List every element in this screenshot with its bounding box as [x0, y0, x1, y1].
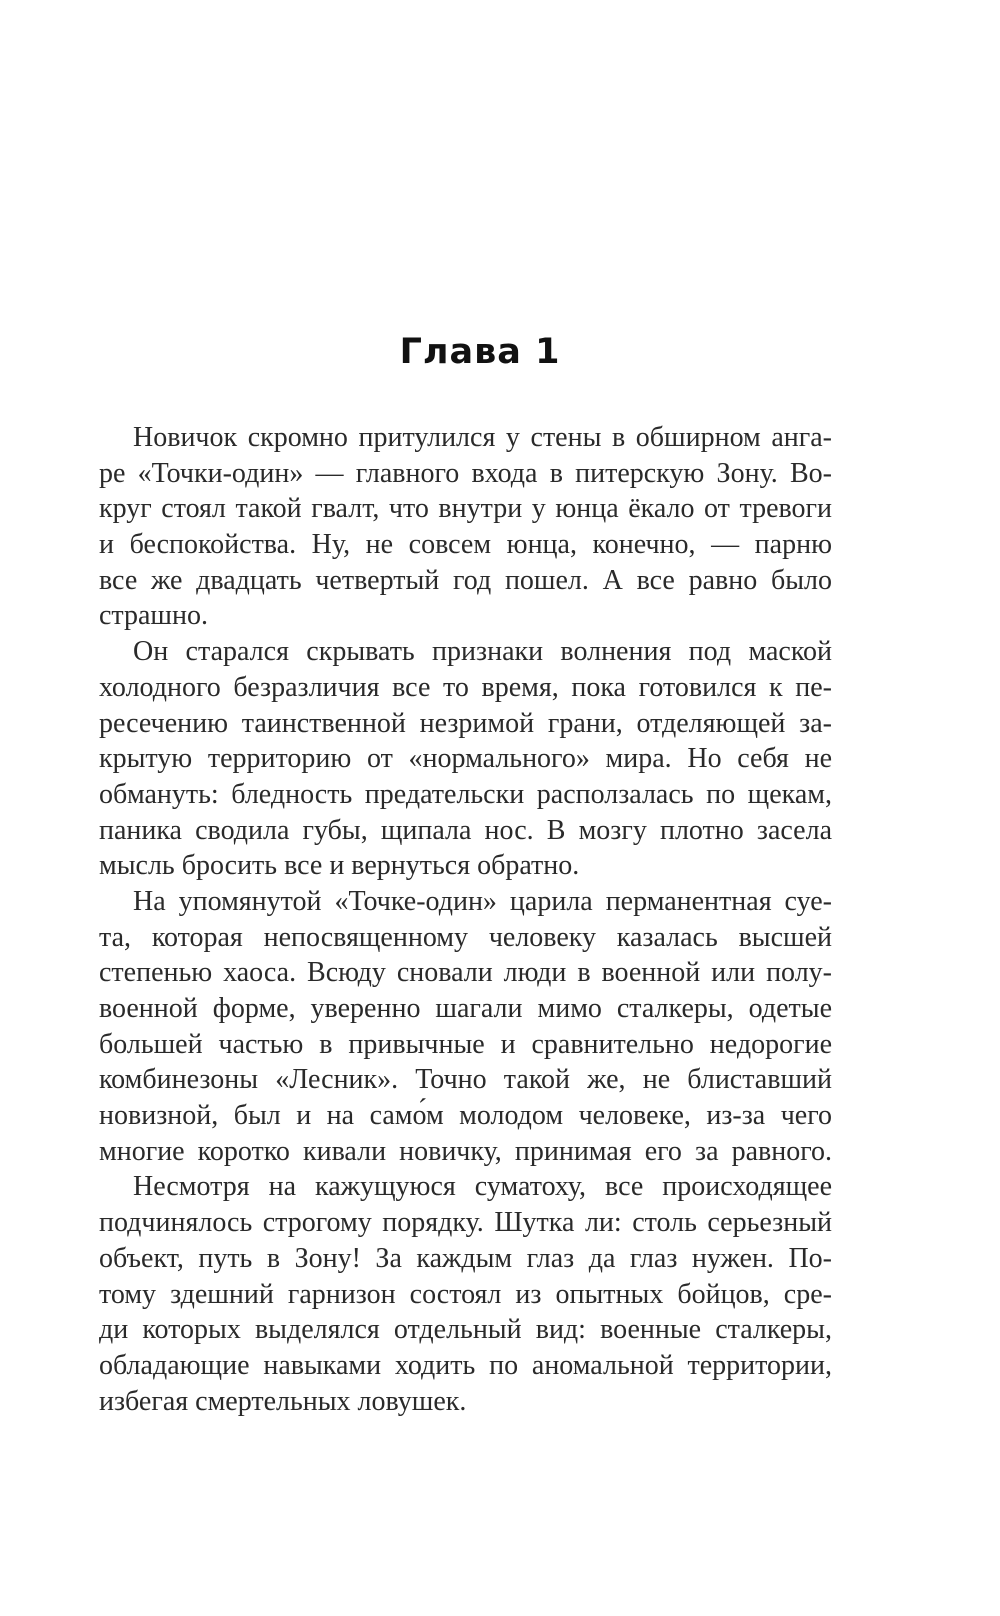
- text-line: ре «Точки-один» — главного входа в питерскую Зону. Во-: [99, 457, 832, 489]
- text-line: та, которая непосвященному человеку казалась высшей: [99, 921, 832, 953]
- paragraph-2: [99, 634, 832, 884]
- text-line: и беспокойства. Ну, не совсем юнца, конечно, — парню: [99, 529, 832, 561]
- text-line: подчинялось строгому порядку. Шутка ли: столь серьезный: [99, 1207, 832, 1239]
- text-line: Он старался скрывать признаки волнения под маской: [133, 636, 832, 668]
- text-line: ресечению таинственной незримой грани, отделяющей за-: [99, 707, 832, 739]
- text-line: На упомянутой «Точке-один» царила перманентная суе-: [133, 885, 832, 917]
- text-line: Несмотря на кажущуюся суматоху, все происходящее: [133, 1171, 832, 1203]
- text-line: тому здешний гарнизон состоял из опытных бойцов, сре-: [99, 1278, 832, 1310]
- text-line: объект, путь в Зону! За каждым глаз да глаз нужен. По-: [99, 1242, 832, 1274]
- chapter-body: [99, 420, 832, 1419]
- paragraph-1: [99, 420, 832, 634]
- text-line: ди которых выделялся отдельный вид: военные сталкеры,: [99, 1314, 832, 1346]
- text-line: военной форме, уверенно шагали мимо сталкеры, одетые: [99, 993, 832, 1024]
- text-line: все же двадцать четвертый год пошел. А все равно было: [99, 564, 832, 596]
- chapter-title: Глава 1: [399, 332, 561, 372]
- text-line: паника сводила губы, щипала нос. В мозгу плотно засела: [99, 814, 832, 846]
- text-line: многие коротко кивали новичку, принимая его за равного.: [99, 1135, 832, 1167]
- text-line: обладающие навыками ходить по аномальной территории,: [99, 1349, 832, 1381]
- text-line: обмануть: бледность предательски расползалась по щекам,: [99, 778, 832, 810]
- text-line: холодного безразличия все то время, пока готовился к пе-: [99, 671, 832, 703]
- paragraph-4: [99, 1169, 832, 1419]
- text-line: крытую территорию от «нормального» мира. Но себя не: [99, 743, 832, 775]
- text-line: Новичок скромно притулился у стены в обширном анга-: [133, 422, 832, 453]
- text-line: комбинезоны «Лесник». Точно такой же, не блиставший: [99, 1064, 832, 1096]
- text-line: страшно.: [99, 600, 208, 632]
- text-line: большей частью в привычные и сравнительно недорогие: [99, 1028, 832, 1060]
- text-line: избегая смертельных ловушек.: [99, 1385, 467, 1417]
- text-line: новизной, был и на само́м молодом человеке, из-за чего: [99, 1100, 832, 1132]
- text-line: мысль бросить все и вернуться обратно.: [99, 850, 580, 882]
- paragraph-3: [99, 884, 832, 1170]
- text-line: круг стоял такой гвалт, что внутри у юнца ёкало от тревоги: [99, 493, 832, 525]
- text-line: степенью хаоса. Всюду сновали люди в военной или полу-: [99, 957, 832, 989]
